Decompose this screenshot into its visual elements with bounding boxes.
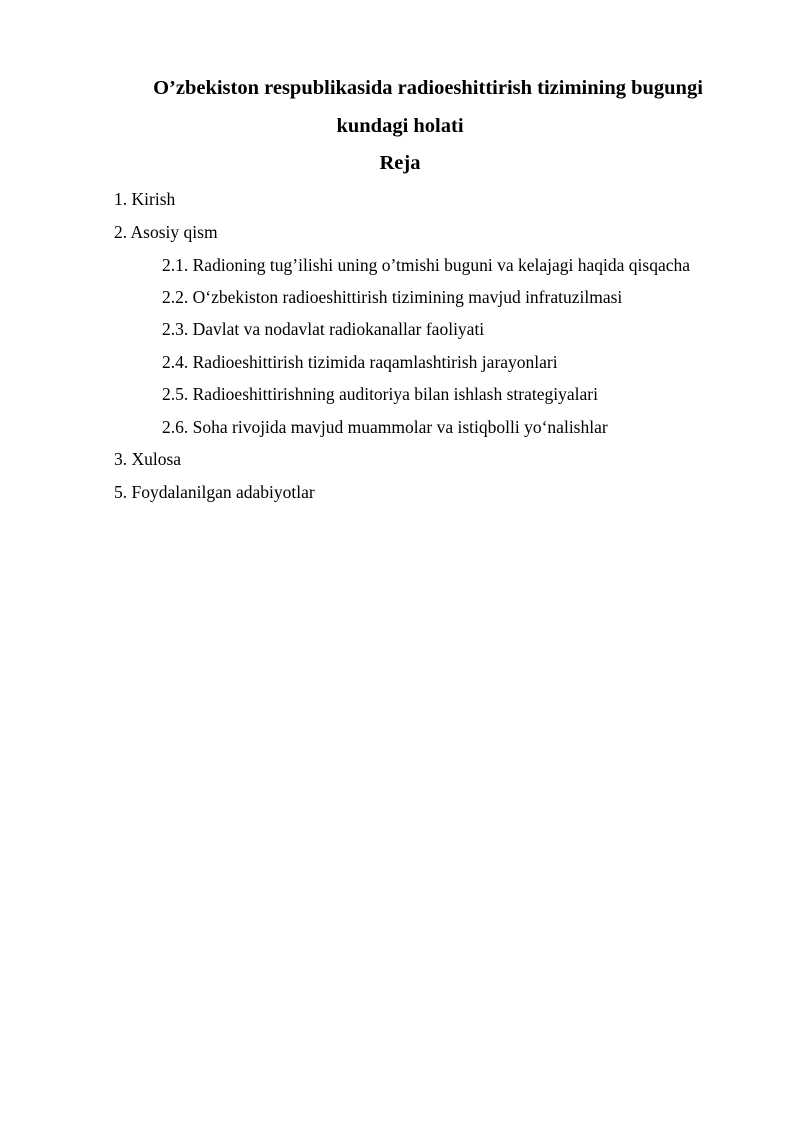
toc-subitem-2-4: 2.4. Radioeshittirish tizimida raqamlashtirish jarayonlari	[162, 352, 558, 372]
toc-item-introduction: 1. Kirish	[114, 189, 176, 209]
toc-item-conclusion: 3. Xulosa	[114, 449, 182, 469]
toc-subitem-2-2: 2.2. O‘zbekiston radioeshittirish tizimining mavjud infratuzilmasi	[162, 287, 623, 307]
toc-item-references: 5. Foydalanilgan adabiyotlar	[114, 482, 315, 502]
toc-subitem-2-5: 2.5. Radioeshittirishning auditoriya bilan ishlash strategiyalari	[162, 384, 598, 404]
toc-subitem-2-3: 2.3. Davlat va nodavlat radiokanallar faoliyati	[162, 319, 485, 339]
toc-subitem-2-1: 2.1. Radioning tug’ilishi uning o’tmishi buguni va kelajagi haqida qisqacha	[162, 255, 691, 275]
document-title-line-2: kundagi holati	[336, 115, 464, 137]
toc-subitem-2-6: 2.6. Soha rivojida mavjud muammolar va istiqbolli yo‘nalishlar	[162, 417, 608, 437]
document-title-line-1: O’zbekiston respublikasida radioeshittirish tizimining bugungi	[153, 77, 703, 99]
toc-item-main-part: 2. Asosiy qism	[114, 222, 218, 242]
plan-heading: Reja	[379, 152, 421, 174]
